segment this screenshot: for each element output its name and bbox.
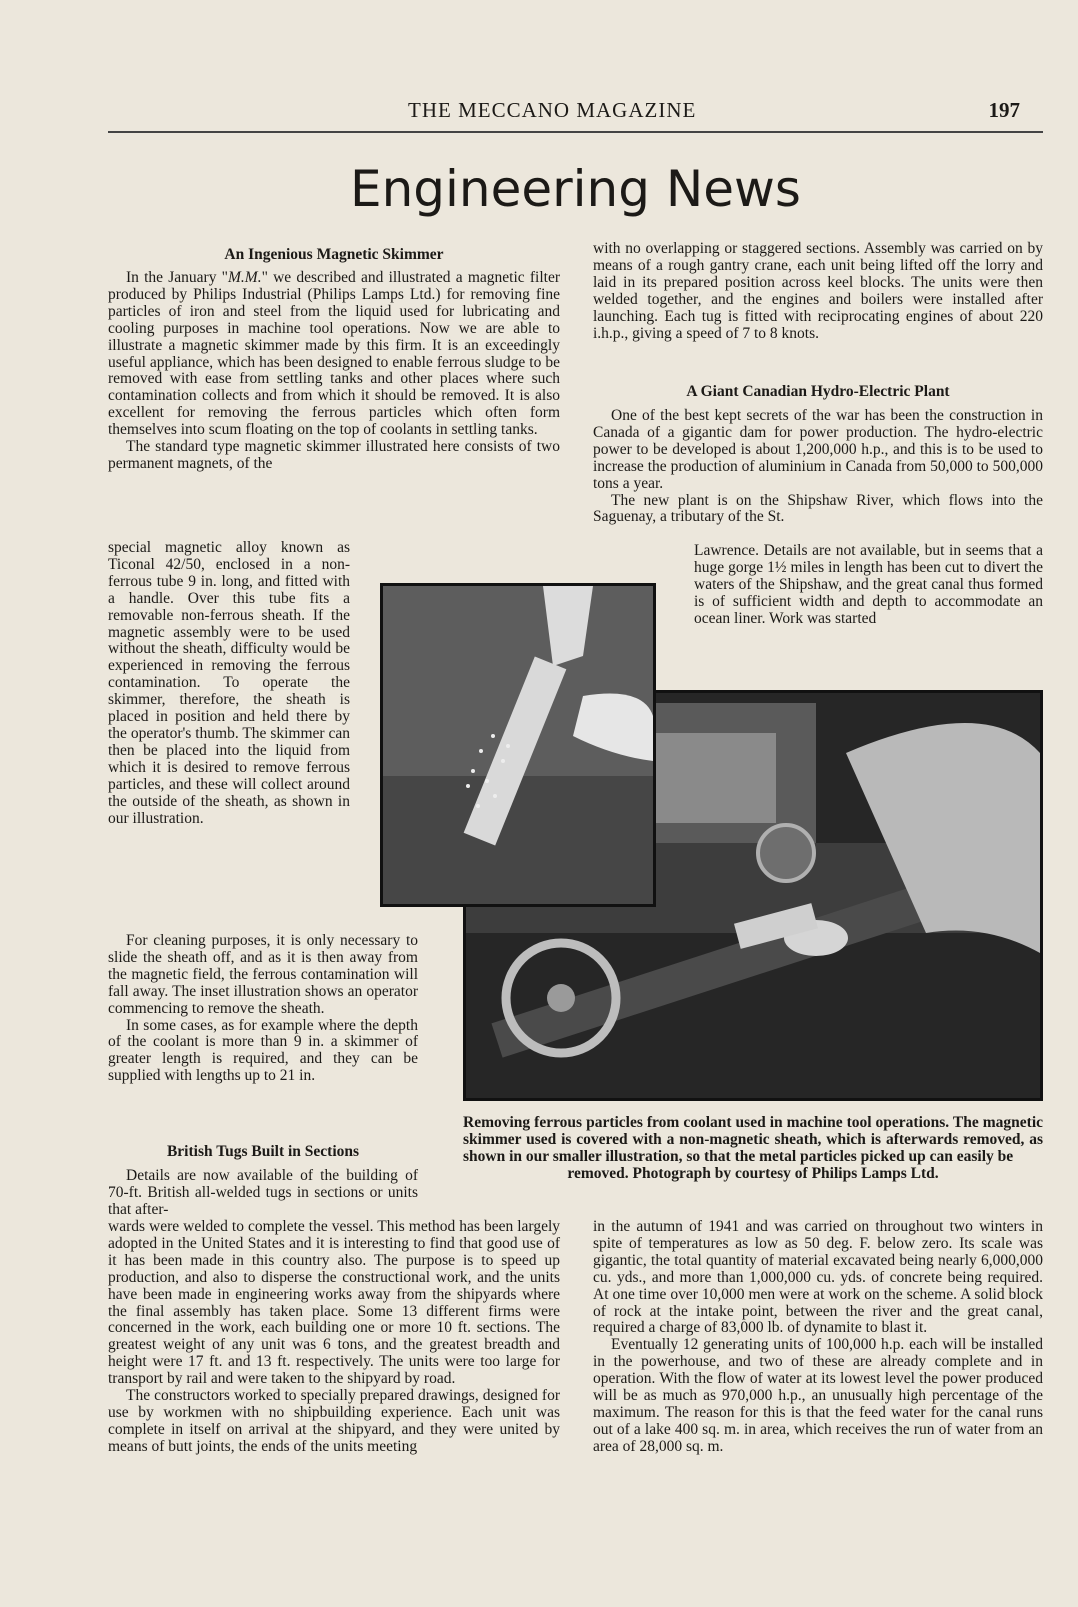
- skimmer-paragraph-4: In some cases, as for example where the depth of the coolant is more than 9 in. a skimmer of greater length is required, and they can be supplied with lengths up to 21 in.: [108, 1016, 418, 1085]
- hydro-paragraph-2-end: in the autumn of 1941 and was carried on throughout two winters in spite of temperatures as low as 50 deg. F. below zero. Its scale was gigantic, the total quantity of material excavated being nearly 6,000,000 cu. yds., and more than 1,000,000 cu. yds. of concrete being required. At one time over 10,000 men were at work on the scheme. A solid block of rock at the intake point, between the river and the great canal, required a charge of 83,000 lb. of dynamite to blast it.: [593, 1218, 1043, 1337]
- tugs-paragraph-1-start: Details are now available of the building of 70-ft. British all-welded tugs in sections or units that after-: [108, 1167, 418, 1218]
- hydro-text-top: [593, 408, 1043, 526]
- tugs-text-continued: [593, 241, 1043, 342]
- skimmer-paragraph-3: For cleaning purposes, it is only necessary to slide the sheath off, and as it is then away from the magnetic field, the ferrous contamination will fall away. The inset illustration shows an operator commencing to remove the sheath.: [108, 932, 418, 1017]
- inset-photo-skimmer: [380, 583, 656, 907]
- tugs-paragraph-1-cont: wards were welded to complete the vessel. This method has been largely adopted in the United States and it is interesting to find that good use of it has been made in this country also. The purpose is to speed up production, and also to disperse the constructional work, and the units have been made in engineering works away from the shipyards where the final assembly has taken place. Some 13 different firms were concerned in the work, each building one or more 10 ft. sections. The greatest weight of any unit was 6 tons, and the greatest breadth and height were 17 ft. and 13 ft. respectively. The units were too large for transport by rail and were taken to the shipyard by road.: [108, 1218, 560, 1388]
- running-head: [108, 98, 1048, 128]
- hydro-paragraph-2-start: The new plant is on the Shipshaw River, which flows into the Saguenay, a tributary of the St.: [593, 491, 1043, 526]
- tugs-text-narrow: [108, 1168, 418, 1219]
- skimmer-illustration: [383, 586, 653, 904]
- magazine-title: THE MECCANO MAGAZINE: [408, 98, 697, 122]
- photo-caption: [463, 1115, 1043, 1183]
- hydro-paragraph-2-cont: Lawrence. Details are not available, but in seems that a huge gorge 1½ miles in length has been cut to divert the waters of the Shipshaw, and the great canal thus formed is of sufficient width and depth to accommodate an ocean liner. Work was started: [694, 542, 1043, 627]
- skimmer-heading: An Ingenious Magnetic Skimmer: [224, 246, 444, 263]
- skimmer-paragraph-2-cont: special magnetic alloy known as Ticonal 42/50, enclosed in a non-ferrous tube 9 in. long, and fitted with a handle. Over this tube fits a removable non-ferrous sheath. If the magnetic assembly were to be used without the sheath, difficulty would be experienced in removing the ferrous contamination. To operate the skimmer, therefore, the sheath is placed in position and held there by the operator's thumb. The skimmer can then be placed into the liquid from which it is desired to remove ferrous particles, and these will collect around the outside of the sheath, as shown in our illustration.: [108, 539, 350, 827]
- tugs-heading: British Tugs Built in Sections: [166, 1143, 360, 1160]
- hydro-paragraph-3: Eventually 12 generating units of 100,000 h.p. each will be installed in the powerhouse, and two of these are already complete and in operation. With the flow of water at its lowest level the power produced will be as much as 970,000 h.p., an unusually high percentage of the maximum. The reason for this is that the feed water for the canal runs out of a lake 400 sq. m. in area, which receives the run of water from an area of 28,000 sq. m.: [593, 1336, 1043, 1455]
- tugs-text-bottom: [108, 1219, 560, 1456]
- header-rule: [108, 131, 1043, 133]
- skimmer-text-top: [108, 270, 560, 473]
- page-number: 197: [988, 98, 1020, 122]
- skimmer-paragraph-1: In the January "M.M." we described and illustrated a magnetic filter produced by Philips Industrial (Philips Lamps Ltd.) for removing fine particles of iron and steel from the liquid used for lubricating and cooling purposes in machine tool operations. Now we are able to illustrate a magnetic skimmer made by this firm. It is an exceedingly useful appliance, which has been designed to enable ferrous sludge to be removed with ease from settling tanks and other places where such contamination collects and from which it should be removed. It is also excellent for removing the ferrous particles which often form themselves into scum floating on the top of coolants in settling tanks.: [108, 269, 560, 439]
- tugs-paragraph-2: The constructors worked to specially prepared drawings, designed for use by workmen with no shipbuilding experience. Each unit was complete in itself on arrival at the shipyard, and they were united by means of butt joints, the ends of the units meeting: [108, 1387, 560, 1455]
- tugs-paragraph-3: with no overlapping or staggered sections. Assembly was carried on by means of a rough gantry crane, each unit being lifted off the lorry and laid in its prepared position across keel blocks. The units were then welded together, and the engines and boilers were installed after launching. Each tug is fitted with reciprocating engines of about 220 i.h.p., giving a speed of 7 to 8 knots.: [593, 240, 1043, 342]
- skimmer-text-narrow: [108, 540, 350, 827]
- hydro-text-bottom: [593, 1219, 1043, 1456]
- caption-credit: removed. Photograph by courtesy of Philips Lamps Ltd.: [567, 1164, 939, 1182]
- skimmer-paragraph-2-start: The standard type magnetic skimmer illustrated here consists of two permanent magnets, of the: [108, 438, 560, 472]
- hydro-heading: A Giant Canadian Hydro-Electric Plant: [686, 383, 950, 400]
- hydro-paragraph-1: One of the best kept secrets of the war has been the construction in Canada of a gigantic dam for power production. The hydro-electric power to be developed is about 1,200,000 h.p., and this is to be used to increase the production of aluminium in Canada from 50,000 to 500,000 tons a year.: [593, 407, 1043, 492]
- hydro-text-narrow: [694, 543, 1043, 628]
- caption-body: Removing ferrous particles from coolant used in machine tool operations. The magnetic skimmer used is covered with a non-magnetic sheath, which is afterwards removed, as shown in our smaller illustration, so that the metal particles picked up can easily be: [463, 1114, 1043, 1165]
- page-title: Engineering News: [349, 160, 801, 218]
- skimmer-text-mid: [108, 933, 418, 1085]
